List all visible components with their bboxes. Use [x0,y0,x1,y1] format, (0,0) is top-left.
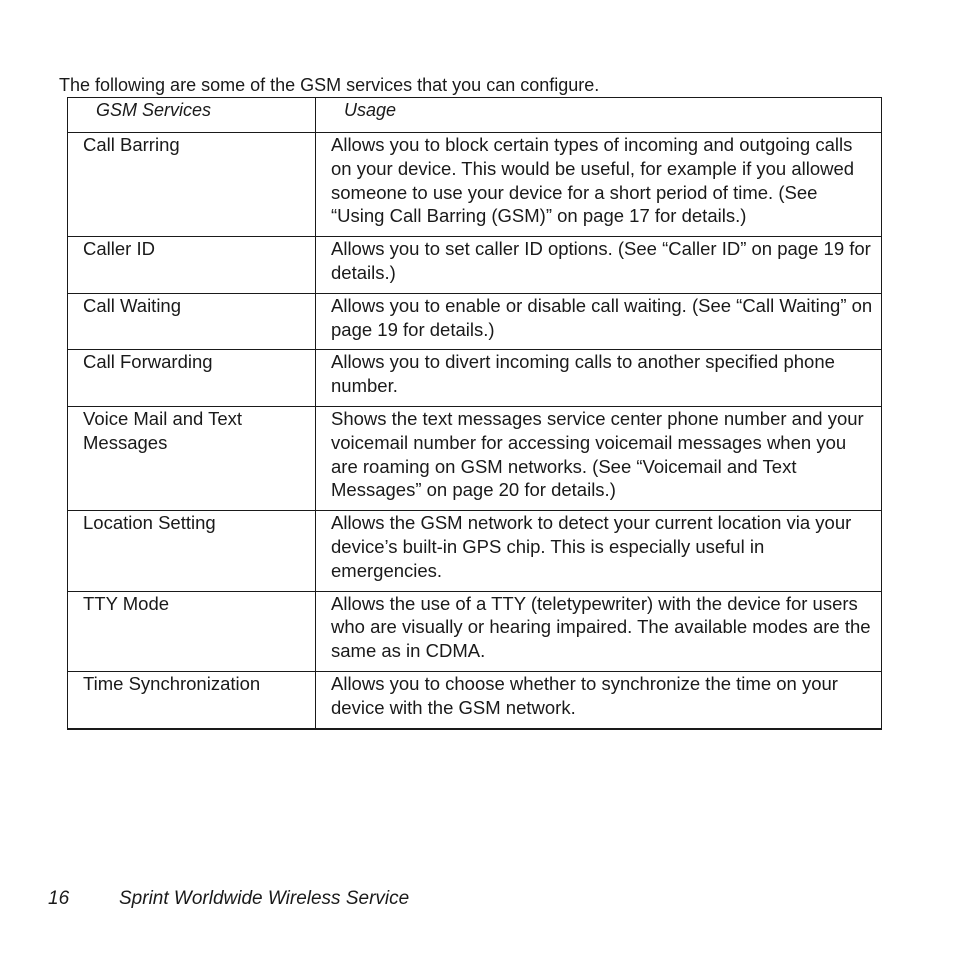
table-header-row [68,98,882,133]
table-row [68,237,882,294]
table-row [68,591,882,671]
table-row [68,293,882,350]
service-usage: Allows you to block certain types of incoming and outgoing calls on your device. This would be useful, for example if you allowed someone to use your device for a short period of time. (See “Using Call Barring (GSM)” on page 17 for details.) [316,133,882,237]
header-gsm-services: GSM Services [68,98,316,133]
service-name: Location Setting [68,511,316,591]
service-name: Call Forwarding [68,350,316,407]
intro-text: The following are some of the GSM services that you can configure. [59,75,600,95]
service-name: Caller ID [68,237,316,294]
service-usage: Shows the text messages service center phone number and your voicemail number for accessing voicemail messages when you are roaming on GSM networks. (See “Voicemail and Text Messages” on page 20 for details.) [316,406,882,510]
table-row [68,133,882,237]
service-usage: Allows you to set caller ID options. (See “Caller ID” on page 19 for details.) [316,237,882,294]
page-number: 16 [48,888,70,909]
table-row [68,511,882,591]
header-usage: Usage [316,98,882,133]
service-usage: Allows you to choose whether to synchronize the time on your device with the GSM network. [316,671,882,728]
footer-title: Sprint Worldwide Wireless Service [119,888,410,909]
service-name: Call Waiting [68,293,316,350]
service-name: Time Synchronization [68,671,316,728]
page-footer [48,888,409,910]
table-row [68,671,882,728]
gsm-services-table [67,97,882,730]
service-name: Voice Mail and Text Messages [68,406,316,510]
service-name: TTY Mode [68,591,316,671]
service-usage: Allows the GSM network to detect your current location via your device’s built-in GPS chip. This is especially useful in emergencies. [316,511,882,591]
service-usage: Allows the use of a TTY (teletypewriter) with the device for users who are visually or hearing impaired. The available modes are the same as in CDMA. [316,591,882,671]
table-row [68,350,882,407]
service-name: Call Barring [68,133,316,237]
service-usage: Allows you to enable or disable call waiting. (See “Call Waiting” on page 19 for details.) [316,293,882,350]
service-usage: Allows you to divert incoming calls to another specified phone number. [316,350,882,407]
table-row [68,406,882,510]
